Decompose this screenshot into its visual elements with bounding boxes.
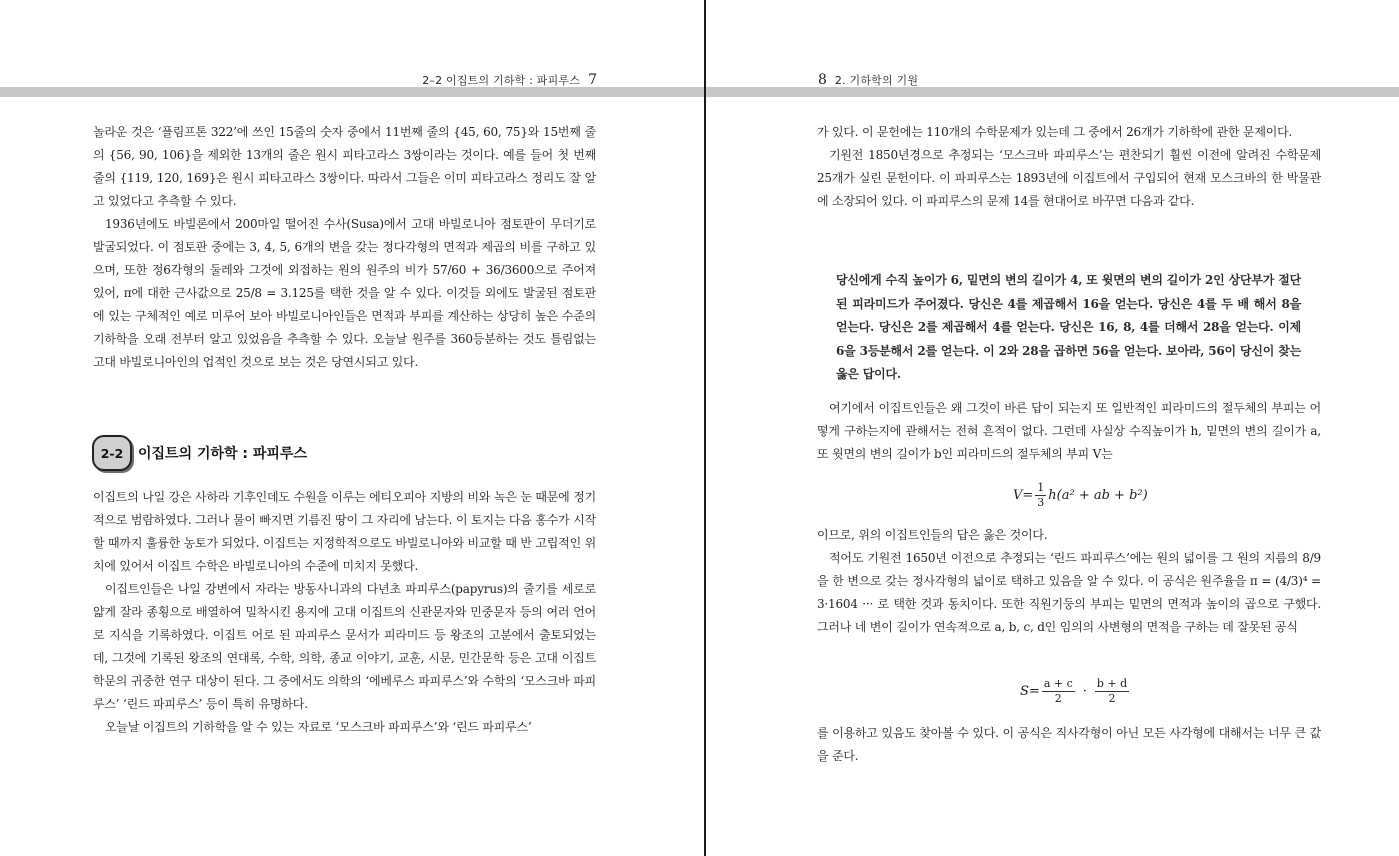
page-number-left: 7 [588,72,597,88]
formula-lhs: V= [1013,488,1034,503]
running-head-left-title: 2–2 이집트의 기하학 : 파피루스 [422,74,581,87]
fraction-numerator: b + d [1096,677,1128,690]
paragraph: 여기에서 이집트인들은 왜 그것이 바른 답이 되는지 또 일반적인 피라미드의 절두체의 부피는 어떻게 구하는지에 관해서는 전혀 흔적이 없다. 그런데 사실상 수직높이가 h, 밑면의 변의 길이가 a, 또 윗면의 변의 길이가 b인 피라미드의 절두체의 부피 V는 [817,401,1321,461]
paragraph: 오늘날 이집트의 기하학을 알 수 있는 자료로 ‘모스크바 파피루스’와 ‘린드 파피루스’ [105,720,532,734]
fraction-denominator: 2 [1054,692,1062,705]
right-page-bottom-text [817,722,1321,768]
fraction [1095,677,1129,706]
fraction-numerator: a + c [1043,677,1073,690]
quadrilateral-area-formula [1020,677,1131,706]
fraction-denominator: 2 [1108,692,1116,705]
paragraph: 를 이용하고 있음도 찾아볼 수 있다. 이 공식은 직사각형이 아닌 모든 사각형에 대해서는 너무 큰 값을 준다. [817,726,1321,763]
papyrus-problem-quote: 당신에게 수직 높이가 6, 밑면의 변의 길이가 4, 또 윗면의 변의 길이가 2인 상단부가 절단된 피라미드가 주어졌다. 당신은 4를 제곱해서 16을 얻는다. 당신은 4를 두 배 해서 8을 얻는다. 당신은 2를 제곱해서 4를 얻는다. 당신은 16, 8, 4를 더해서 28을 얻는다. 이제 6을 3등분해서 2를 얻는다. 이 2와 28을 곱하면 56을 얻는다. 보아라, 56이 당신이 찾는 옳은 답이다. [836,273,1301,381]
fraction [1042,677,1075,706]
paragraph: 가 있다. 이 문헌에는 110개의 수학문제가 있는데 그 중에서 26개가 기하학에 관한 문제이다. [817,125,1293,139]
right-page-after-formula-text [817,524,1321,639]
multiplication-dot: · [1082,684,1087,699]
fraction-numerator: 1 [1037,481,1045,494]
right-page-mid-text [817,397,1321,466]
fraction-denominator: 3 [1037,496,1045,509]
running-head-right-title: 2. 기하학의 기원 [834,74,919,87]
left-page-bottom-text [93,486,596,739]
paragraph: 기원전 1850년경으로 추정되는 ‘모스크바 파피루스’는 편찬되기 훨씬 이전에 알려진 수학문제 25개가 실린 문헌이다. 이 파피루스는 1893년에 이집트에서 구입되어 현재 모스크바의 한 박물관에 소장되어 있다. 이 파피루스의 문제 14를 현대어로 바꾸면 다음과 같다. [817,148,1321,208]
running-head-left [422,72,597,88]
left-page-top-text [93,121,596,374]
header-band [0,87,1399,97]
frustum-volume-formula [1013,481,1148,510]
paragraph: 적어도 기원전 1650년 이전으로 추정되는 ‘린드 파피루스’에는 원의 넓이를 그 원의 지름의 8/9을 한 변으로 갖는 정사각형의 넓이로 택하고 있음을 알 수 있다. 이 공식은 원주율을 π = (4/3)⁴ = 3·1604 ··· 로 택한 것과 동치이다. 또한 직원기둥의 부피는 밑면의 면적과 높이의 곱으로 구했다. 그러나 네 변이 길이가 연속적으로 a, b, c, d인 임의의 사변형의 면적을 구하는 데 잘못된 공식 [817,551,1321,634]
paragraph: 놀라운 것은 ‘플림프톤 322’에 쓰인 15줄의 숫자 중에서 11번째 줄의 {45, 60, 75}와 15번째 줄의 {56, 90, 106}을 제외한 13개의 줄은 원시 피타고라스 3쌍이라는 것이다. 예를 들어 첫 번째 줄의 {119, 120, 169}은 원시 피타고라스 3쌍이다. 따라서 그들은 이미 피타고라스 정리도 잘 알고 있었다고 추측할 수 있다. [93,125,596,208]
running-head-right [818,72,918,88]
paragraph: 이므로, 위의 이집트인들의 답은 옳은 것이다. [817,528,1048,542]
section-heading [92,435,307,471]
section-number-badge: 2-2 [92,435,132,471]
section-title: 이집트의 기하학 : 파피루스 [138,446,307,462]
fraction [1035,481,1046,510]
right-page-top-text [817,121,1321,213]
paragraph: 이집트인들은 나일 강변에서 자라는 방동사니과의 다년초 파피루스(papyrus)의 줄기를 세로로 얇게 잘라 종횡으로 배열하여 밀착시킨 용지에 고대 이집트의 신관문자와 민중문자 등의 여러 언어로 지식을 기록하였다. 이집트 어로 된 파피루스 문서가 피라미드 등 왕조의 고분에서 출토되었는데, 그것에 기록된 왕조의 연대록, 수학, 의학, 종교 이야기, 교훈, 시문, 민간문학 등은 고대 이집트 학문의 귀중한 연구 대상이 된다. 그 중에서도 의학의 ‘에베루스 파피루스’와 수학의 ‘모스크바 파피루스’ ‘린드 파피루스’ 등이 특히 유명하다. [93,582,596,711]
paragraph: 1936년에도 바빌론에서 200마일 떨어진 수사(Susa)에서 고대 바빌로니아 점토판이 무더기로 발굴되었다. 이 점토판 중에는 3, 4, 5, 6개의 변을 갖는 정다각형의 면적과 제곱의 비를 구하고 있으며, 또한 정6각형의 둘레와 그것에 외접하는 원의 원주의 비가 57/60 + 36/3600으로 주어져 있어, π에 대한 근사값으로 25/8 = 3.125를 택한 것을 알 수 있다. 이것들 외에도 발굴된 점토판에 있는 구체적인 예로 미루어 보아 바빌로니아인들은 면적과 부피를 계산하는 상당히 높은 수준의 기하학을 오래 전부터 알고 있었음을 추측할 수 있다. 오늘날 원주를 360등분하는 것도 틀림없는 고대 바빌로니아인의 업적인 것으로 보는 것은 당연시되고 있다. [93,217,596,369]
formula-lhs: S= [1020,684,1040,699]
paragraph: 이집트의 나일 강은 사하라 기후인데도 수원을 이루는 에티오피아 지방의 비와 녹은 눈 때문에 정기적으로 범람하였다. 그러나 물이 빠지면 기름진 땅이 그 자리에 남는다. 이 토지는 다음 홍수가 시작할 때까지 훌륭한 농토가 되었다. 이집트는 지정학적으로도 바빌로니아와 비교할 때 반 고립적인 위치에 있어서 이집트 수학은 바빌로니아의 수준에 미치지 못했다. [93,490,596,573]
page-number-right: 8 [818,72,827,88]
page-gutter-divider [704,0,706,856]
formula-rhs: h(a² + ab + b²) [1048,488,1148,503]
